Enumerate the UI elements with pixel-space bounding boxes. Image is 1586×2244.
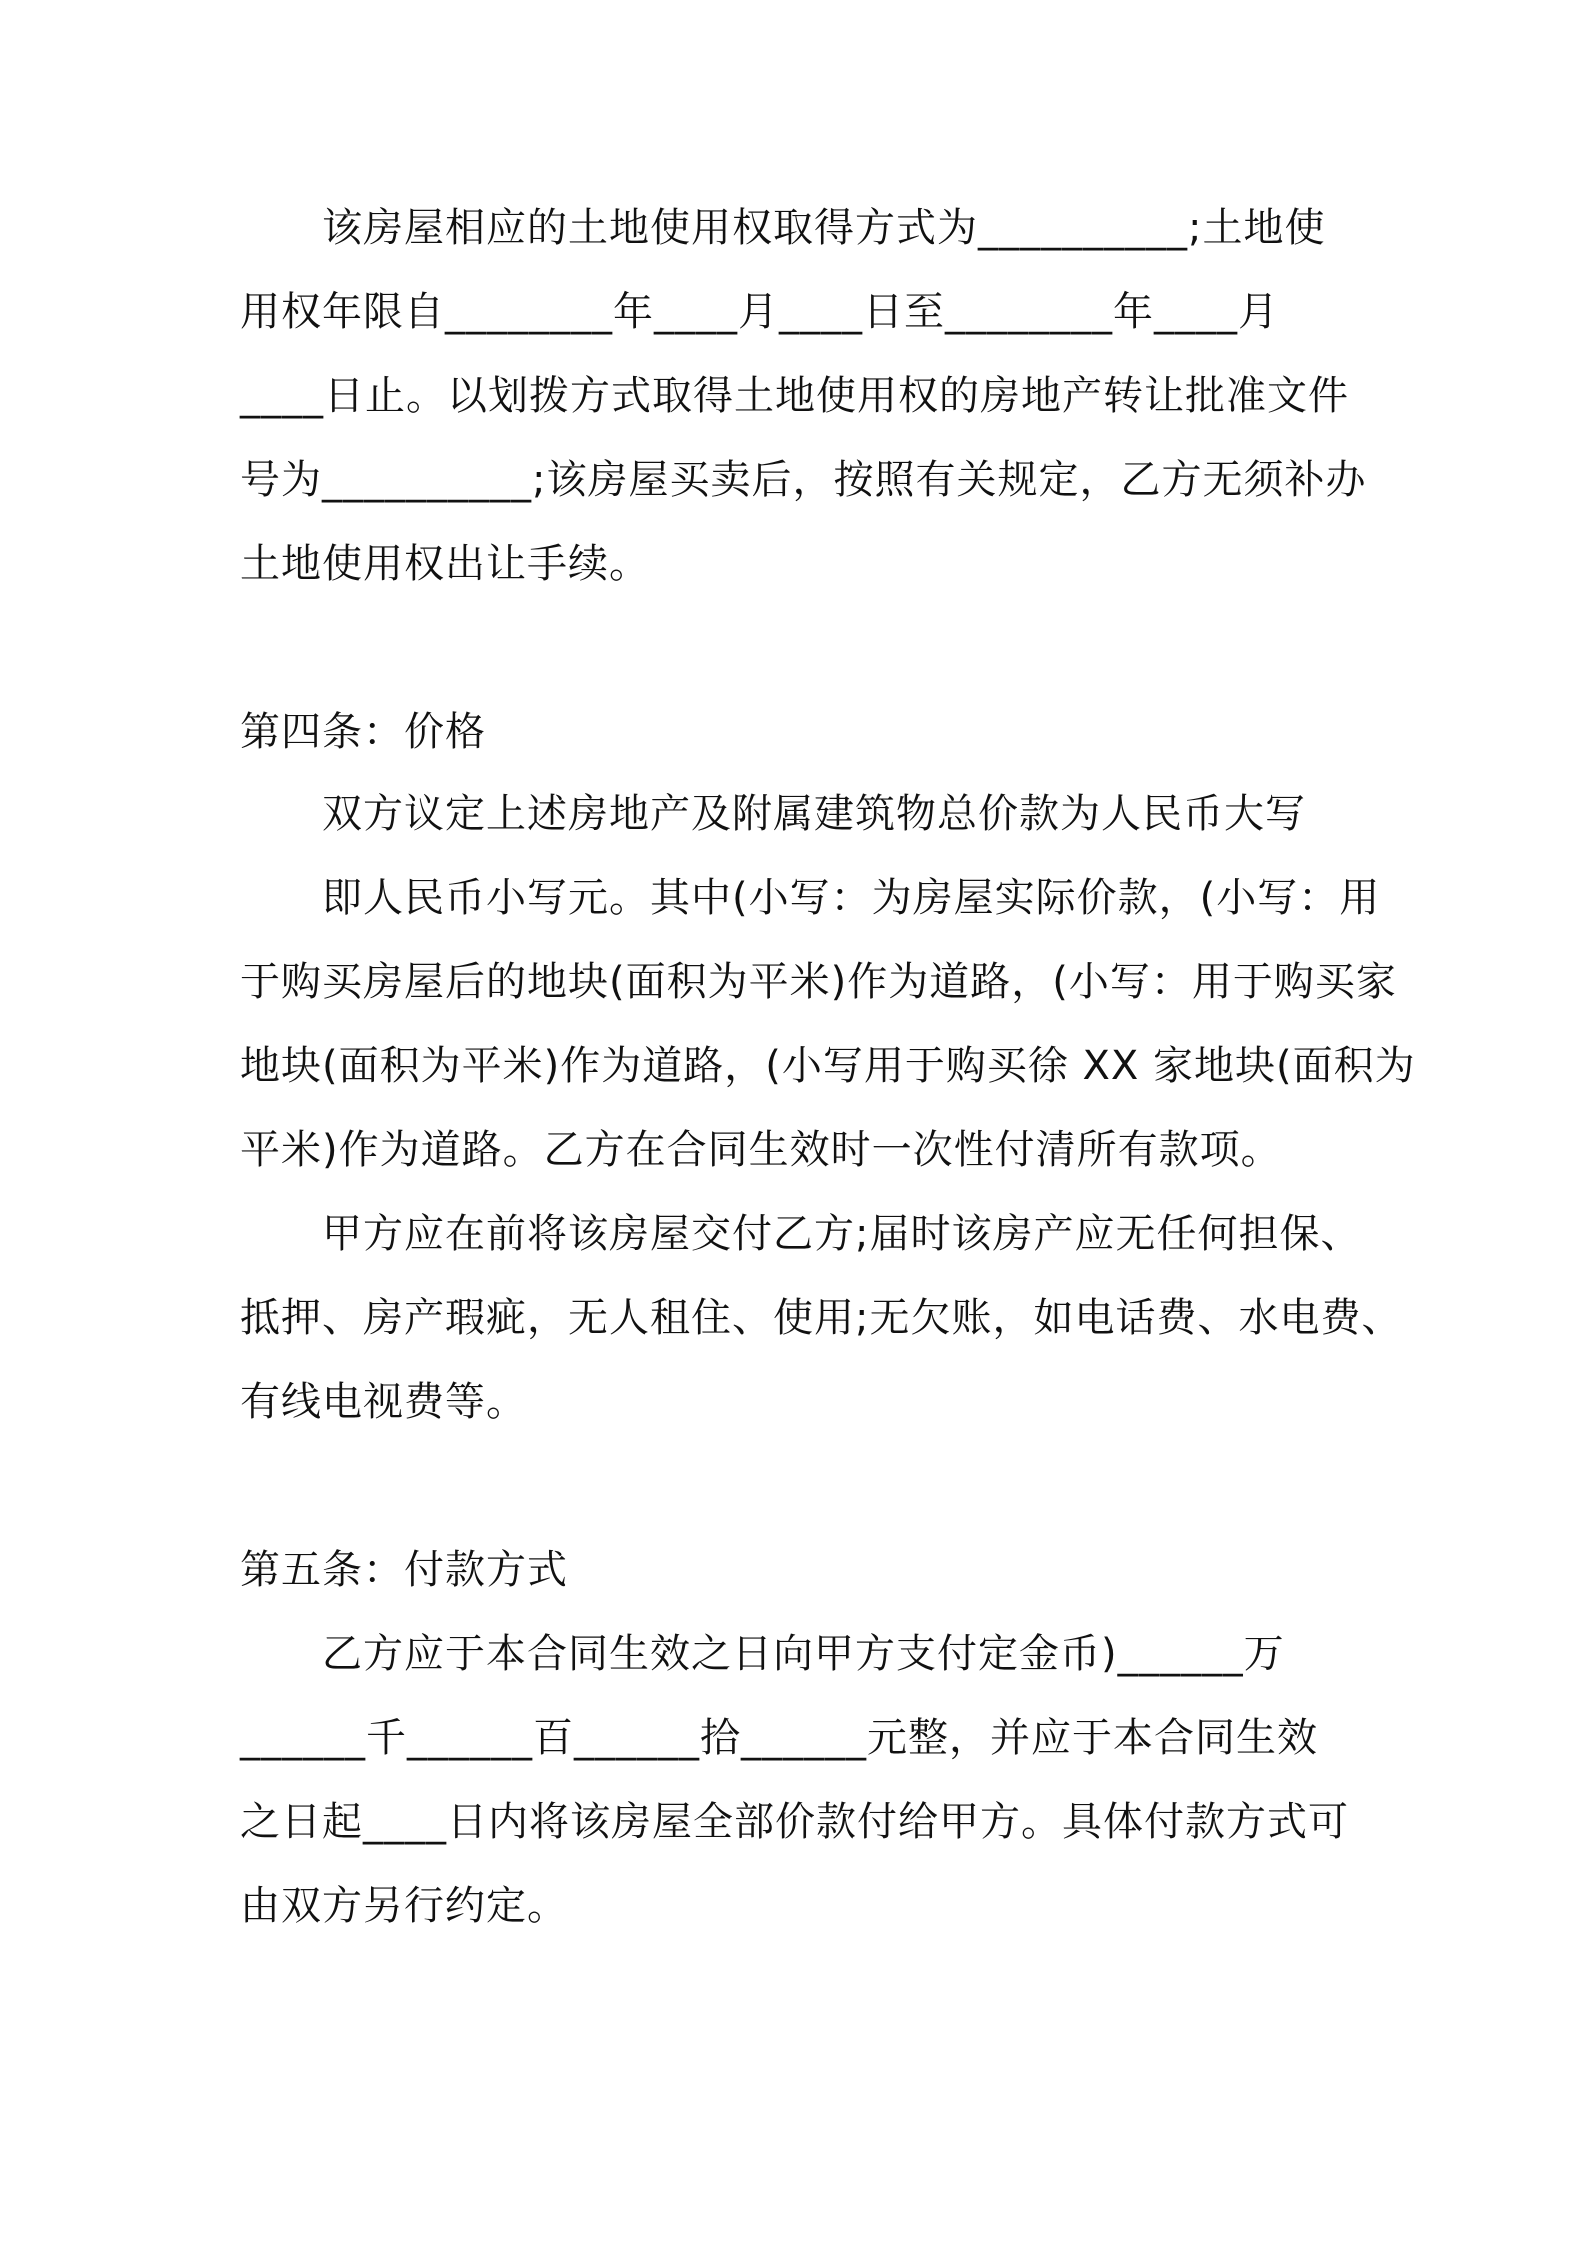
paragraph-line: 地块(面积为平米)作为道路，(小写用于购买徐 XX 家地块(面积为: [240, 1043, 1416, 1089]
paragraph-line: 于购买房屋后的地块(面积为平米)作为道路，(小写：用于购买家: [240, 959, 1397, 1005]
paragraph-line: 之日起____日内将该房屋全部价款付给甲方。具体付款方式可: [240, 1799, 1349, 1845]
paragraph-line: 抵押、房产瑕疵，无人租住、使用;无欠账，如电话费、水电费、: [240, 1295, 1403, 1341]
paragraph-line: 有线电视费等。: [240, 1379, 527, 1425]
section-heading: 第四条：价格: [240, 709, 486, 755]
paragraph-line: 该房屋相应的土地使用权取得方式为__________;土地使: [322, 205, 1326, 251]
paragraph-line: 乙方应于本合同生效之日向甲方支付定金币)______万: [322, 1631, 1285, 1677]
section-heading: 第五条：付款方式: [240, 1547, 568, 1593]
paragraph-line: 双方议定上述房地产及附属建筑物总价款为人民币大写: [322, 791, 1306, 837]
paragraph-line: 平米)作为道路。乙方在合同生效时一次性付清所有款项。: [240, 1127, 1282, 1173]
paragraph-line: 由双方另行约定。: [240, 1883, 568, 1929]
paragraph-line: 土地使用权出让手续。: [240, 541, 650, 587]
paragraph-line: 甲方应在前将该房屋交付乙方;届时该房产应无任何担保、: [322, 1211, 1362, 1257]
paragraph-line: ______千______百______拾______元整，并应于本合同生效: [240, 1715, 1318, 1761]
paragraph-line: 号为__________;该房屋买卖后，按照有关规定，乙方无须补办: [240, 457, 1367, 503]
paragraph-line: 即人民币小写元。其中(小写：为房屋实际价款，(小写：用: [322, 875, 1381, 921]
paragraph-line: 用权年限自________年____月____日至________年____月: [240, 289, 1279, 335]
paragraph-line: ____日止。以划拨方式取得土地使用权的房地产转让批准文件: [240, 373, 1349, 419]
